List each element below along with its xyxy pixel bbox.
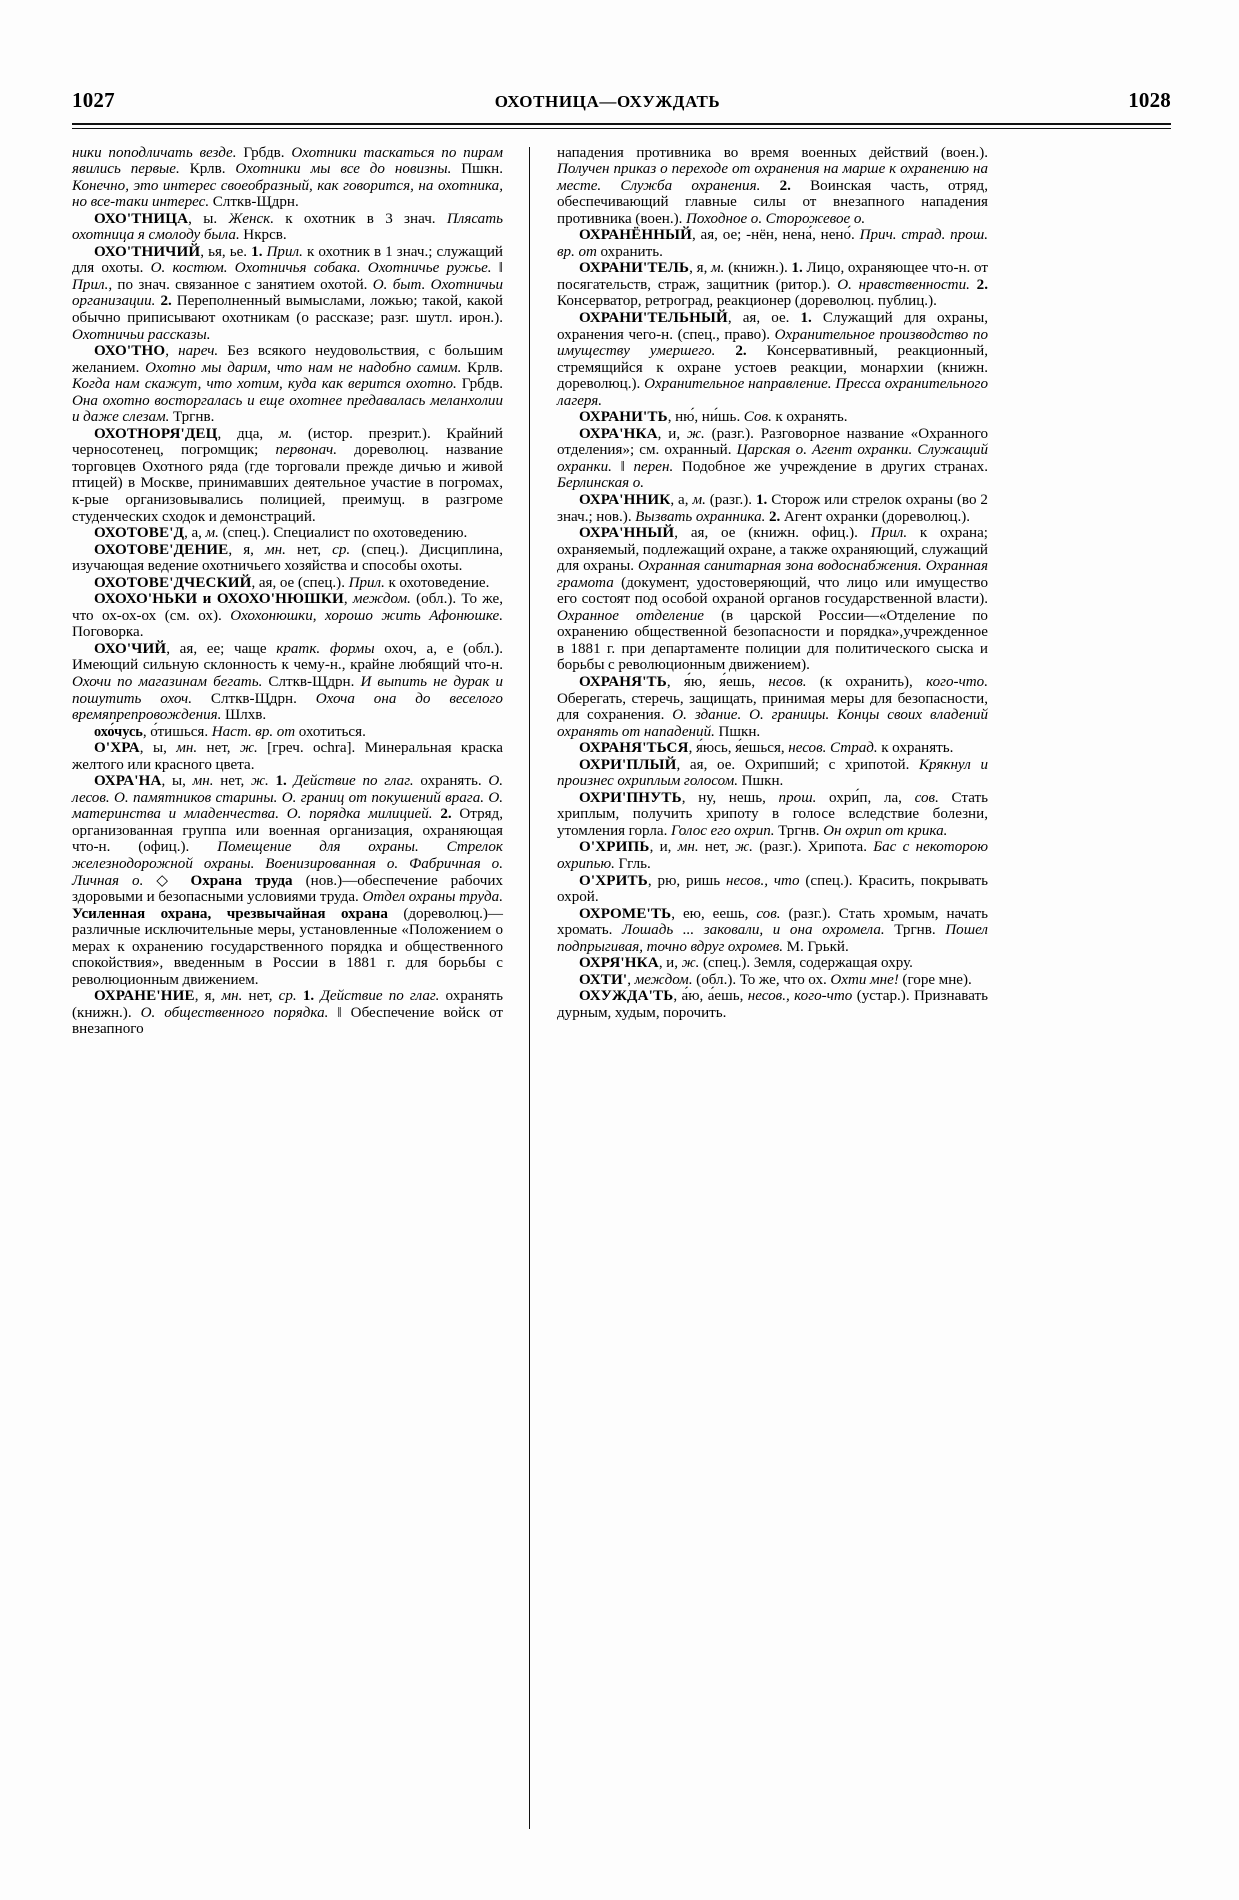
entry-headword: ОХУЖДА'ТЬ: [579, 988, 674, 1005]
entry-headword: охо́чусь: [94, 723, 143, 740]
dictionary-entry: [72, 542, 503, 575]
dictionary-entry: [557, 740, 988, 757]
entry-definition: , ая, ее; чаще кратк. формы охоч, а, е (обл.). Имеющий сильную склонность к чему-н., крайне любящий что-н. Охочи по магазинам бегать. Слткв-Щдрн. И выпить не дурак и пошутить охоч. Слткв-Щдрн. Охоча она до веселого времяпрепровождения. Шлхв.: [72, 640, 504, 724]
dictionary-entry: [72, 211, 503, 244]
column-container: [72, 145, 1171, 1835]
entry-headword: ОХОТОВЕ'ДЕНИЕ: [94, 541, 229, 558]
entry-headword: ОХО'ТНИЦА: [94, 210, 189, 227]
entry-headword: О'ХРА: [94, 740, 140, 757]
dictionary-entry: [72, 724, 503, 741]
dictionary-entry: [72, 244, 503, 343]
entry-headword: ОХРАНЯ'ТЬСЯ: [579, 740, 689, 757]
entry-definition: , нареч. Без всякого неудовольствия, с большим желанием. Охотно мы дарим, что нам не надобно самим. Крлв. Когда нам скажут, что хотим, куда как верится охотно. Грбдв. Она охотно восторгалась и еще охотнее предавалась меланхолии и даже слезам. Тргнв.: [72, 343, 504, 426]
dictionary-entry: [72, 525, 503, 542]
dictionary-entry: [557, 310, 988, 409]
entry-headword: О'ХРИТЬ: [579, 872, 648, 889]
entry-definition: , дца, м. (истор. презрит.). Крайний черносотенец, погромщик; первонач. дореволюц. название торговцев Охотного ряда (где торговали прежде дичью и живой птицей) в Москве, принимавших деятельное участие в погромах, к-рые организовывались полицией, преимущ. в разгроме студенческих сходок и демонстраций.: [72, 425, 503, 525]
entry-definition: , а́ю, а́ешь, несов., кого-что (устар.). Признавать дурным, худым, порочить.: [557, 988, 988, 1021]
dictionary-entry: [557, 839, 988, 872]
entry-headword: О'ХРИПЬ: [579, 839, 650, 856]
dictionary-entry: [72, 773, 503, 988]
header-rules: [72, 123, 1171, 129]
dictionary-entry: [557, 227, 988, 260]
entry-definition: , ню́, ни́шь. Сов. к охранять.: [667, 409, 848, 426]
entry-headword: ОХОТОВЕ'Д: [94, 525, 185, 542]
entry-headword: ОХТИ': [579, 971, 628, 988]
dictionary-entry: [557, 409, 988, 426]
entry-definition: , а, м. (разг.). 1. Сторож или стрелок охраны (во 2 знач.; нов.). Вызвать охранника. 2. Агент охранки (дореволюц.).: [557, 491, 988, 525]
dictionary-entry: [557, 525, 988, 674]
entry-headword: ОХОТНОРЯ'ДЕЦ: [94, 425, 218, 442]
entry-headword: ОХРИ'ПНУТЬ: [579, 789, 682, 806]
dictionary-entry: [557, 260, 988, 310]
dictionary-entry: [72, 591, 503, 641]
dictionary-entry: [557, 492, 988, 525]
entry-headword: ОХРАНИ'ТЕЛЬНЫЙ: [579, 309, 728, 326]
entry-headword: ОХРАНЁННЫЙ: [579, 227, 692, 244]
dictionary-entry: [557, 972, 988, 989]
entry-definition: , ая, ое. Охрипший; с хрипотой. Крякнул и произнес охриплым голосом. Пшкн.: [557, 756, 989, 790]
entry-definition: , рю, ришь несов., что (спец.). Красить, покрывать охрой.: [557, 872, 988, 906]
entry-definition: , междом. (обл.). То же, что ох-ох-ох (см. ох). Охохонюшки, хорошо жить Афонюшке. Поговорка.: [72, 591, 503, 641]
dictionary-entry: [557, 955, 988, 972]
entry-definition: , ая, ое; -нён, нена́, нено́. Прич. страд. прош. вр. от охранить.: [557, 227, 988, 260]
entry-definition: , ы, мн. нет, ж. [греч. ochra]. Минеральная краска желтого или красного цвета.: [72, 740, 503, 773]
entry-definition: , ая, ое (книжн. офиц.). Прил. к охрана; охраняемый, подлежащий охране, а также охраняющий, служащий для охраны. Охранная санитарная зона водоснабжения. Охранная грамота (документ, удостоверяющий, что лицо или имущество его состоят под особой охраной органов государственной власти). Охранное отделение (в царской России—«Отделение по охранению общественной безопасности и порядка»,учрежденное в 1881 г. при департаменте полиции для политического сыска и борьбы с революционным движением).: [557, 525, 988, 674]
left-column: [72, 145, 529, 1835]
entry-headword: ОХРАНЯ'ТЬ: [579, 674, 667, 690]
dictionary-entry: [557, 790, 988, 840]
entry-headword: ОХРА'НА: [94, 773, 162, 790]
dictionary-entry: [72, 575, 503, 592]
running-title: ОХОТНИЦА—ОХУЖДАТЬ: [494, 92, 721, 111]
dictionary-entry: [557, 873, 988, 906]
entry-definition: , а, м. (спец.). Специалист по охотоведению.: [184, 525, 468, 542]
dictionary-entry: [72, 343, 503, 426]
dictionary-entry: [72, 641, 503, 724]
entry-definition: , я́ю, я́ешь, несов. (к охранить), кого-что. Оберегать, стеречь, защищать, принимая меры для безопасности, для сохранения. О. здание. О. границы. Концы своих владений охранять от нападений. Пшкн.: [557, 674, 988, 740]
entry-headword: ОХО'ТНИЧИЙ: [94, 243, 201, 260]
right-continuation-text: нападения противника во время военных действий (воен.). Получен приказ о переходе от охранения на марше к охранению на месте. Служба охранения. 2. Воинская часть, отряд, обеспечивающий главные силы от внезапного нападения противника (воен.). Походное о. Сторожевое о.: [557, 144, 989, 227]
dictionary-entry: [72, 426, 503, 525]
entry-definition: , ы. Женск. к охотник в 3 знач. Плясать охотница я смолоду была. Нкрсв.: [72, 210, 503, 244]
entry-headword: ОХОТОВЕ'ДЧЕСКИЙ: [94, 574, 252, 591]
dictionary-entry: [557, 757, 988, 790]
entry-definition: , и, ж. (спец.). Земля, содержащая охру.: [658, 955, 913, 972]
entry-headword: ОХРА'ННЫЙ: [579, 525, 675, 542]
entry-headword: ОХРА'НКА: [579, 425, 658, 442]
entry-definition: , ья, ье. 1. Прил. к охотник в 1 знач.; служащий для охоты. О. костюм. Охотничья собака. Охотничье ружье. ‖ Прил., по знач. связанное с занятием охотой. О. быт. Охотничьи организации. 2. Переполненный вымыслами, ложью; такой, какой обычно приписывают охотникам (о рассказе; разг. шутл. ирон.). Охотничьи рассказы.: [72, 243, 503, 343]
dictionary-entry: [557, 906, 988, 956]
entry-definition: , я, м. (книжн.). 1. Лицо, охраняющее что-н. от посягательств, страж, защитник (ритор.). О. нравственности. 2. Консерватор, ретроград, реакционер (дореволюц. публиц.).: [557, 260, 988, 310]
entry-definition: , ая, ое. 1. Служащий для охраны, охранения чего-н. (спец., право). Охранительное производство по имуществу умершего. 2. Консервативный, реакционный, стремящийся к охране устоев реакции, монархии (книжн. дореволюц.). Охранительное направление. Пресса охранительного лагеря.: [557, 309, 989, 409]
entry-definition: , ая, ое (спец.). Прил. к охотоведение.: [251, 574, 490, 591]
dictionary-entry: [557, 674, 988, 740]
entry-headword: ОХОХО'НЬКИ и ОХОХО'НЮШКИ: [94, 591, 344, 608]
rule-thick: [72, 123, 1171, 125]
entry-definition: , я, мн. нет, ср. 1. Действие по глаг. охранять (книжн.). О. общественного порядка. ‖ Обеспечение войск от внезапного: [72, 988, 504, 1038]
entry-headword: ОХО'ЧИЙ: [94, 640, 167, 657]
entry-headword: ОХРАНИ'ТЬ: [579, 409, 668, 426]
dictionary-entry: [72, 988, 503, 1038]
entry-definition: , о́тишься. Наст. вр. от охотиться.: [142, 723, 366, 740]
entry-headword: ОХРЯ'НКА: [579, 955, 659, 972]
folio-right: 1028: [1128, 88, 1171, 112]
left-entry-list: [72, 211, 503, 1038]
entry-headword: ОХРИ'ПЛЫЙ: [579, 756, 677, 773]
entry-headword: ОХО'ТНО: [94, 343, 166, 360]
entry-definition: , я, мн. нет, ср. (спец.). Дисциплина, изучающая ведение охотничьего хозяйства и способы охоты.: [72, 541, 504, 575]
entry-headword: ОХРАНЕ'НИЕ: [94, 988, 195, 1005]
entry-definition: , и, мн. нет, ж. (разг.). Хрипота. Бас с некоторою охрипью. Ггль.: [557, 839, 988, 873]
dictionary-entry: [557, 988, 988, 1021]
folio-left: 1027: [72, 88, 115, 112]
dictionary-entry: [557, 426, 988, 492]
right-column: [530, 145, 988, 1835]
entry-definition: , ну, нешь, прош. охри́п, ла, сов. Стать хриплым, получить хрипоту в голосе вследствие болезни, утомления горла. Голос его охрип. Тргнв. Он охрип от крика.: [557, 789, 988, 839]
running-head: [72, 88, 1171, 114]
entry-headword: ОХРАНИ'ТЕЛЬ: [579, 260, 690, 277]
entry-definition: , ею, еешь, сов. (разг.). Стать хромым, начать хромать. Лошадь ... заковали, и она охромела. Тргнв. Пошел подпрыгивая, точно вдруг охромев. М. Грькй.: [557, 905, 989, 955]
entry-definition: , ы, мн. нет, ж. 1. Действие по глаг. охранять. О. лесов. О. памятников старины. О. границ от покушений врага. О. материнства и младенчества. О. порядка милицией. 2. Отряд, организованная группа или военная организация, охраняющая что-н. (офиц.). Помещение для охраны. Стрелок железнодорожной охраны. Военизированная о. Фабричная о. Личная о. ◇ Охрана труда (нов.)—обеспечение рабочих здоровыми и безопасными условиями труда. Отдел охраны труда. Усиленная охрана, чрезвычайная охрана (дореволюц.)—различные исключительные меры, установленные «Положением о мерах к охранению государственного порядка и общественного спокойствия», введенным в России в 1881 г. для борьбы с революционным движением.: [72, 773, 504, 988]
right-entry-list: [557, 227, 988, 1021]
entry-definition: , и, ж. (разг.). Разговорное название «Охранного отделения»; см. охранный. Царская о. Агент охранки. Служащий охранки. ‖ перен. Подобное же учреждение в других странах. Берлинская о.: [557, 425, 988, 492]
dictionary-entry: [72, 740, 503, 773]
entry-headword: ОХРОМЕ'ТЬ: [579, 905, 672, 922]
entry-headword: ОХРА'ННИК: [579, 491, 671, 508]
entry-definition: , междом. (обл.). То же, что ох. Охти мне! (горе мне).: [627, 971, 972, 988]
rule-thin: [72, 128, 1171, 129]
left-continuation-text: ники поподличать везде. Грбдв. Охотники таскаться по пирам явились первые. Крлв. Охотники мы все до новизны. Пшкн. Конечно, это интерес своеобразный, как говорится, на охотника, но все-таки интерес. Слткв-Щдрн.: [72, 144, 504, 211]
entry-definition: , я́юсь, я́ешься, несов. Страд. к охранять.: [688, 740, 954, 757]
